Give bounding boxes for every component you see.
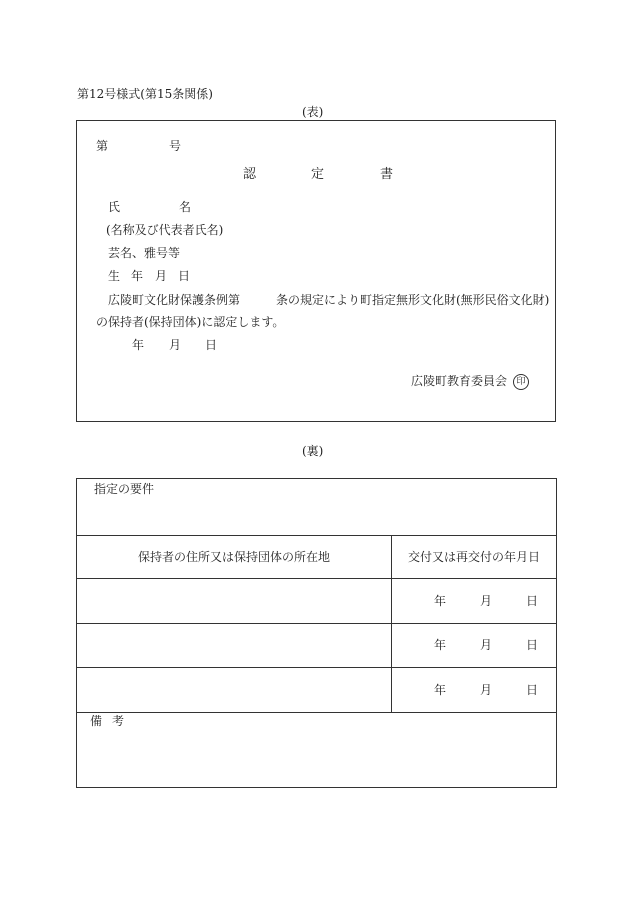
row-year: 年 [434, 594, 447, 608]
body-line-2: の保持者(保持団体)に認定します。 [96, 315, 285, 329]
date-day: 日 [205, 338, 218, 352]
row-day: 日 [526, 638, 539, 652]
date-month: 月 [169, 338, 182, 352]
birth-label-1: 生 [108, 269, 121, 283]
address-header: 保持者の住所又は保持団体の所在地 [137, 550, 330, 564]
name-label-1: 氏 [108, 200, 121, 214]
stage-name-label: 芸名、雅号等 [108, 246, 181, 260]
number-prefix: 第 [96, 139, 109, 153]
title-char-2: 定 [311, 167, 325, 182]
seal-icon: 印 [513, 374, 529, 390]
row-month: 月 [480, 594, 493, 608]
row-month: 月 [480, 638, 493, 652]
body-line-1b: 条の規定により町指定無形文化財(無形民俗文化財) [276, 293, 550, 307]
representative-label: (名称及び代表者氏名) [106, 223, 224, 237]
issuer [411, 373, 529, 390]
row-day: 日 [526, 683, 539, 697]
remarks-label-1: 備 [90, 714, 103, 728]
number-suffix: 号 [169, 139, 182, 153]
row-month: 月 [480, 683, 493, 697]
title-char-3: 書 [380, 167, 394, 182]
requirements-label: 指定の要件 [94, 482, 155, 496]
issuer-name: 広陵町教育委員会 [411, 374, 508, 388]
birth-label-4: 日 [178, 269, 191, 283]
birth-label-3: 月 [155, 269, 168, 283]
divider [77, 535, 556, 536]
front-label: (表) [302, 105, 324, 119]
certificate-front [76, 120, 556, 422]
form-number: 第12号様式(第15条関係) [77, 87, 213, 101]
row-day: 日 [526, 594, 539, 608]
date-year: 年 [132, 338, 145, 352]
body-line-1a: 広陵町文化財保護条例第 [108, 293, 241, 307]
certificate-back [76, 478, 557, 788]
divider [77, 623, 556, 624]
name-label-2: 名 [179, 200, 192, 214]
birth-label-2: 年 [131, 269, 144, 283]
remarks-label-2: 考 [112, 714, 125, 728]
date-header: 交付又は再交付の年月日 [407, 550, 540, 564]
title-char-1: 認 [243, 167, 257, 182]
row-year: 年 [434, 638, 447, 652]
row-year: 年 [434, 683, 447, 697]
back-label: (裏) [302, 444, 324, 458]
divider [77, 578, 556, 579]
divider [77, 712, 556, 713]
divider [77, 667, 556, 668]
